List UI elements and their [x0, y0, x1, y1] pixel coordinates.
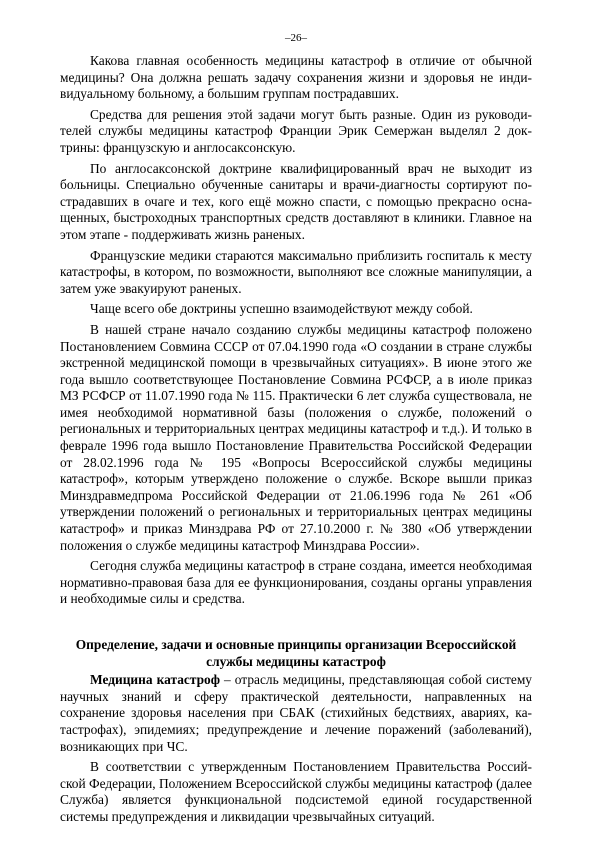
- paragraph-french-doctrine: Французские медики стараются максимально приблизить госпиталь к месту катастрофы, в котором, по возможности, выполняют все сложные манипуляции, а затем уже эвакуируют раненых.: [60, 247, 532, 296]
- paragraph-definition: [60, 672, 532, 755]
- paragraph-service-today: Сегодня служба медицины катастроф в стране создана, имеется необходимая нормативно-правовая база для ее функционирования, созданы органы управления и необходимые силы и средства.: [60, 558, 532, 607]
- definition-text: – отрасль медицины, представляющая собой систему научных знаний и сферу практической деятельности, направленных на сохранение здоровья населения при СБАК (стихийных бедствиях, авариях, катастрофах), эпидемиях; предупреждение и лечение поражений (заболеваний), возникающих при ЧС.: [60, 672, 533, 754]
- paragraph-main-feature: Какова главная особенность медицины катастроф в отличие от обычной медицины? Она должна решать задачу сохранения жизни и здоровья не индивидуальному больному, а большим группам пострадавших.: [60, 53, 532, 102]
- page-number: –26–: [285, 32, 307, 44]
- paragraph-doctrines-interaction: Чаще всего обе доктрины успешно взаимодействуют между собой.: [90, 301, 473, 317]
- section-heading: Определение, задачи и основные принципы организации Всероссийской службы медицины катастроф: [75, 637, 517, 669]
- paragraph-history: В нашей стране начало созданию службы медицины катастроф положено Постановлением Совмина СССР от 07.04.1990 года «О создании в стране службы экстренной медицинской помощи в чрезвычайных ситуациях». В июне этого же года вышло соответствующее Постановление Совмина РСФСР, а в июле приказ МЗ РСФСР от 11.07.1990 года № 115. Практически 6 лет служба существовала, не имея необходимой нормативной базы (положения о службе, положений о региональных и территориальных центрах медицины катастроф и т.д.). И только в феврале 1996 года вышло Постановление Правительства Российской Федерации от 28.02.1996 года № 195 «Вопросы Всероссийской службы медицины катастроф», которым утверждено положение о службе. Вскоре вышли приказ Минздравмедпрома Российской Федерации от 21.06.1996 года № 261 «Об утверждении положений о региональных и территориальных центрах медицины катастроф» и приказ Минздрава РФ от 27.10.2000 г. № 380 «Об утверждении положения о службе медицины катастроф Минздрава России».: [60, 321, 532, 553]
- document-page: [60, 32, 532, 830]
- paragraph-doctrines: Средства для решения этой задачи могут быть разные. Один из руководителей службы медицины катастроф Франции Эрик Семержан выделял 2 доктрины: французскую и англосаксонскую.: [60, 106, 532, 155]
- paragraph-regulation: В соответствии с утвержденным Постановлением Правительства Российской Федерации, Положением Всероссийской службы медицины катастроф (далее Служба) является функциональной подсистемой единой государственной системы предупреждения и ликвидации чрезвычайных ситуаций.: [60, 759, 532, 824]
- definition-term: Медицина катастроф: [90, 672, 220, 688]
- paragraph-anglo-saxon-doctrine: По англосаксонской доктрине квалифицированный врач не выходит из больницы. Специально обученные санитары и врачи-диагносты сортируют пострадавших в очаге и тех, кого ещё можно спасти, с помощью прекрасно оснащенных, быстроходных транспортных средств доставляют в клиники. Главное на этом этапе - поддерживать жизнь раненых.: [60, 160, 532, 242]
